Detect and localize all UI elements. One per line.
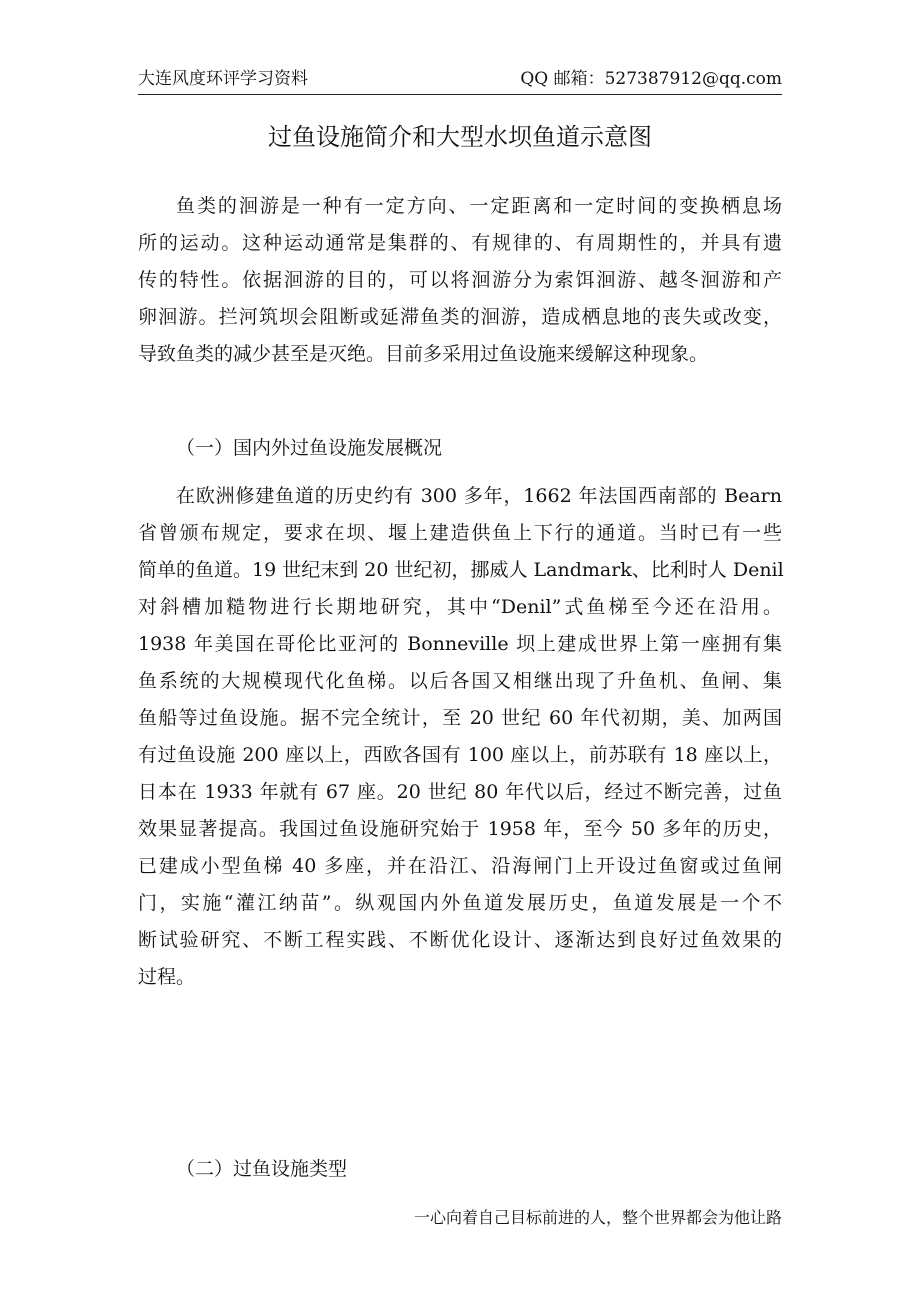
page-header bbox=[138, 64, 782, 95]
document-title: 过鱼设施简介和大型水坝鱼道示意图 bbox=[268, 123, 652, 151]
paragraph-line: 已建成小型鱼梯 40 多座，并在沿江、沿海闸门上开设过鱼窗或过鱼闸 bbox=[138, 855, 782, 877]
paragraph-line: 所的运动。这种运动通常是集群的、有规律的、有周期性的，并具有遗 bbox=[138, 232, 782, 254]
paragraph-line: 对斜槽加糙物进行长期地研究，其中“Denil”式鱼梯至今还在沿用。 bbox=[138, 596, 782, 618]
page-footer: 一心向着自己目标前进的人，整个世界都会为他让路 bbox=[413, 1208, 782, 1227]
paragraph-line: 效果显著提高。我国过鱼设施研究始于 1958 年，至今 50 多年的历史， bbox=[138, 818, 782, 840]
paragraph-line: 导致鱼类的减少甚至是灭绝。目前多采用过鱼设施来缓解这种现象。 bbox=[138, 343, 709, 365]
paragraph-line: 卵洄游。拦河筑坝会阻断或延滞鱼类的洄游，造成栖息地的丧失或改变， bbox=[138, 306, 782, 328]
paragraph-line: 鱼类的洄游是一种有一定方向、一定距离和一定时间的变换栖息场 bbox=[176, 195, 782, 217]
paragraph-line: 断试验研究、不断工程实践、不断优化设计、逐渐达到良好过鱼效果的 bbox=[138, 929, 782, 951]
paragraph-line: 省曾颁布规定，要求在坝、堰上建造供鱼上下行的通道。当时已有一些 bbox=[138, 522, 782, 544]
header-source: 大连风度环评学习资料 bbox=[138, 69, 308, 89]
history-paragraph bbox=[138, 478, 782, 996]
section-heading-development: （一）国内外过鱼设施发展概况 bbox=[176, 437, 443, 459]
paragraph-line: 鱼船等过鱼设施。据不完全统计，至 20 世纪 60 年代初期，美、加两国 bbox=[138, 707, 782, 729]
intro-paragraph bbox=[138, 188, 782, 373]
paragraph-line: 传的特性。依据洄游的目的，可以将洄游分为索饵洄游、越冬洄游和产 bbox=[138, 269, 782, 291]
paragraph-line: 简单的鱼道。19 世纪末到 20 世纪初，挪威人 Landmark、比利时人 Denil bbox=[138, 559, 784, 581]
paragraph-line: 日本在 1933 年就有 67 座。20 世纪 80 年代以后，经过不断完善，过鱼 bbox=[138, 781, 782, 803]
section-heading-types: （二）过鱼设施类型 bbox=[176, 1158, 348, 1180]
paragraph-line: 在欧洲修建鱼道的历史约有 300 多年，1662 年法国西南部的 Bearn bbox=[176, 485, 782, 507]
paragraph-line: 鱼系统的大规模现代化鱼梯。以后各国又相继出现了升鱼机、鱼闸、集 bbox=[138, 670, 782, 692]
header-email: QQ 邮箱：527387912@qq.com bbox=[520, 69, 782, 89]
paragraph-line: 1938 年美国在哥伦比亚河的 Bonneville 坝上建成世界上第一座拥有集 bbox=[138, 633, 782, 655]
paragraph-line: 有过鱼设施 200 座以上，西欧各国有 100 座以上，前苏联有 18 座以上， bbox=[138, 744, 782, 766]
paragraph-line: 过程。 bbox=[138, 966, 196, 988]
paragraph-line: 门，实施“灌江纳苗”。纵观国内外鱼道发展历史，鱼道发展是一个不 bbox=[138, 892, 782, 914]
